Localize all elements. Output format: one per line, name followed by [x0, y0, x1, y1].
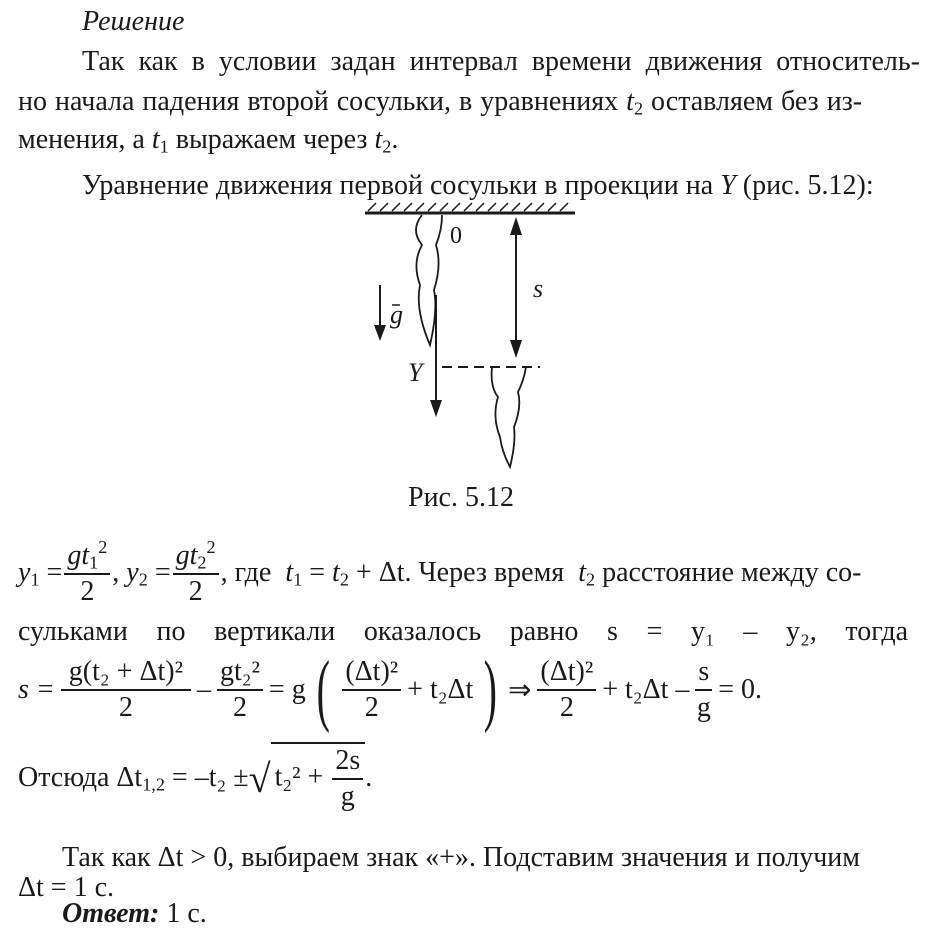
origin-label: 0 [450, 223, 462, 249]
figure-caption: Рис. 5.12 [408, 482, 514, 513]
paragraph-line: Δt = 1 с. [18, 872, 115, 903]
paragraph-line: Уравнение движения первой сосульки в проекции на Y (рис. 5.12): [82, 170, 874, 201]
s-arrow-down [510, 340, 522, 358]
ceiling-hatch [365, 203, 575, 213]
y-label: Y [408, 358, 423, 387]
s-label: s [533, 274, 544, 303]
paragraph-line: менения, а $t_1$ выражаем через $t_2$. [18, 124, 399, 157]
equation-s: s = $\frac{\text{g(t₂ + Δt)²}}{2}$ – $\frac{\text{gt₂²}}{2}$ = g ( $\frac{\text{(Δt)²}}{2}$ + t₂Δt ) ⇒ $\frac{\text{(Δt)²}}{2}$ + t₂Δt – $\frac{s}{g}$ = 0. [18, 646, 763, 734]
paragraph-line: Так как Δt > 0, выбираем знак «+». Подставим значения и получим [62, 842, 861, 873]
paragraph-line: Так как в условии задан интервал времени движения относитель- [82, 46, 920, 77]
equation-dt: Отсюда $\Delta t_{1,2} = -t_2$ ± √ t₂² + $\frac{2s}{g}$ . [18, 742, 372, 814]
solution-heading: Решение [82, 6, 185, 37]
answer-line: Ответ: 1 с. [62, 898, 207, 929]
g-label: g [390, 300, 403, 329]
equation-y1-y2: $y_1$ = $\frac{gt_1^2}{2}$ , $y_2$ = $\frac{gt_2^2}{2}$ , где $t_1 = t_2 + \Delta t$. Через время $t_2$ расстояние между со- [18, 537, 862, 607]
first-icicle [416, 215, 442, 345]
paragraph-line: но начала падения второй сосульки, в уравнениях $t_2$ оставляем без из- [18, 86, 863, 119]
gravity-arrow [374, 325, 386, 341]
y-axis-arrow [430, 400, 442, 417]
s-arrow-up [510, 217, 522, 235]
second-icicle [492, 367, 526, 467]
paragraph-line: сульками по вертикали оказалось равно s = y₁ – y₂, тогда [18, 616, 908, 647]
dt-subscript: 1,2 [142, 774, 165, 795]
icicle-figure [350, 195, 590, 475]
